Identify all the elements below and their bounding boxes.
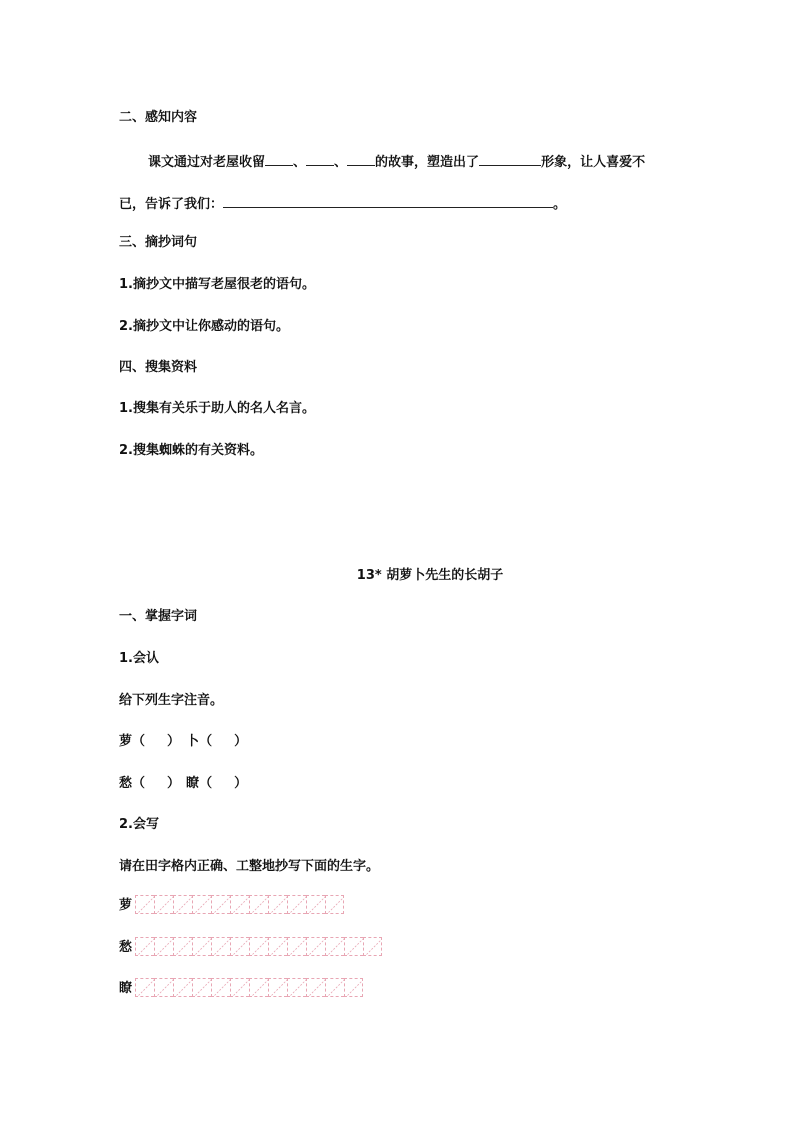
tianzige-cell[interactable]	[249, 937, 268, 956]
tianzige-cell[interactable]	[344, 937, 363, 956]
pinyin-char: 卜	[186, 734, 200, 749]
tianzige-cell[interactable]	[325, 937, 344, 956]
close-paren: ）	[167, 776, 181, 791]
writing-char: 萝	[119, 898, 133, 913]
para-text-start: 课文通过对老屋收留	[148, 155, 266, 170]
subheading-write: 2.会写	[119, 817, 159, 832]
list-item: 2.摘抄文中让你感动的语句。	[119, 319, 289, 334]
tianzige-cell[interactable]	[344, 978, 363, 997]
tianzige-cell[interactable]	[154, 895, 173, 914]
writing-row-1	[119, 895, 344, 914]
content-paragraph-line2	[119, 193, 566, 214]
tianzige-cell[interactable]	[211, 895, 230, 914]
tianzige-cell[interactable]	[325, 978, 344, 997]
tianzige-grid[interactable]	[135, 978, 363, 997]
tianzige-cell[interactable]	[363, 937, 382, 956]
tianzige-cell[interactable]	[211, 937, 230, 956]
section-heading-4: 四、搜集资料	[119, 360, 198, 375]
content-paragraph-line1	[148, 151, 645, 172]
tianzige-cell[interactable]	[135, 895, 154, 914]
tianzige-grid[interactable]	[135, 895, 344, 914]
pinyin-char: 萝	[119, 734, 133, 749]
fill-blank-1[interactable]	[265, 151, 293, 166]
tianzige-cell[interactable]	[287, 937, 306, 956]
tianzige-cell[interactable]	[154, 978, 173, 997]
para-text-mid: 的故事，塑造出了	[375, 155, 480, 170]
instruction-text: 请在田字格内正确、工整地抄写下面的生字。	[119, 859, 380, 874]
section-heading-3: 三、摘抄词句	[119, 235, 198, 250]
tianzige-cell[interactable]	[173, 937, 192, 956]
tianzige-cell[interactable]	[287, 895, 306, 914]
separator: 、	[334, 155, 348, 170]
tianzige-cell[interactable]	[249, 978, 268, 997]
list-item: 1.摘抄文中描写老屋很老的语句。	[119, 277, 315, 292]
open-paren: （	[199, 776, 213, 791]
separator: 、	[293, 155, 307, 170]
section-heading: 一、掌握字词	[119, 609, 198, 624]
tianzige-cell[interactable]	[306, 937, 325, 956]
subheading-recognize: 1.会认	[119, 651, 159, 666]
close-paren: ）	[234, 734, 248, 749]
fill-blank-3[interactable]	[347, 151, 375, 166]
tianzige-cell[interactable]	[325, 895, 344, 914]
writing-row-3	[119, 978, 363, 997]
tianzige-cell[interactable]	[268, 978, 287, 997]
tianzige-cell[interactable]	[135, 937, 154, 956]
tianzige-cell[interactable]	[287, 978, 306, 997]
section-heading-2: 二、感知内容	[119, 110, 198, 125]
tianzige-cell[interactable]	[192, 978, 211, 997]
list-item: 1.搜集有关乐于助人的名人名言。	[119, 401, 315, 416]
tianzige-cell[interactable]	[230, 978, 249, 997]
tianzige-cell[interactable]	[249, 895, 268, 914]
lesson-title: 13* 胡萝卜先生的长胡子	[356, 568, 504, 583]
pinyin-row-2	[119, 775, 247, 793]
fill-blank-4[interactable]	[479, 151, 541, 166]
open-paren: （	[132, 734, 146, 749]
tianzige-cell[interactable]	[230, 895, 249, 914]
tianzige-cell[interactable]	[306, 978, 325, 997]
para-line2-end: 。	[553, 197, 567, 212]
pinyin-char: 愁	[119, 776, 133, 791]
para-text-end: 形象，让人喜爱不	[541, 155, 646, 170]
writing-char: 瞭	[119, 981, 133, 996]
tianzige-grid[interactable]	[135, 937, 382, 956]
pinyin-row-1	[119, 733, 247, 751]
tianzige-cell[interactable]	[211, 978, 230, 997]
fill-blank-5[interactable]	[223, 193, 553, 208]
tianzige-cell[interactable]	[230, 937, 249, 956]
writing-char: 愁	[119, 940, 133, 955]
tianzige-cell[interactable]	[173, 895, 192, 914]
tianzige-cell[interactable]	[268, 895, 287, 914]
list-item: 2.搜集蜘蛛的有关资料。	[119, 443, 263, 458]
para-line2-start: 已，告诉了我们：	[119, 197, 224, 212]
tianzige-cell[interactable]	[306, 895, 325, 914]
fill-blank-2[interactable]	[306, 151, 334, 166]
tianzige-cell[interactable]	[268, 937, 287, 956]
writing-row-2	[119, 937, 382, 956]
tianzige-cell[interactable]	[192, 895, 211, 914]
open-paren: （	[199, 734, 213, 749]
close-paren: ）	[167, 734, 181, 749]
tianzige-cell[interactable]	[135, 978, 154, 997]
instruction-text: 给下列生字注音。	[119, 693, 224, 708]
tianzige-cell[interactable]	[192, 937, 211, 956]
close-paren: ）	[234, 776, 248, 791]
tianzige-cell[interactable]	[173, 978, 192, 997]
open-paren: （	[132, 776, 146, 791]
pinyin-char: 瞭	[186, 776, 200, 791]
tianzige-cell[interactable]	[154, 937, 173, 956]
